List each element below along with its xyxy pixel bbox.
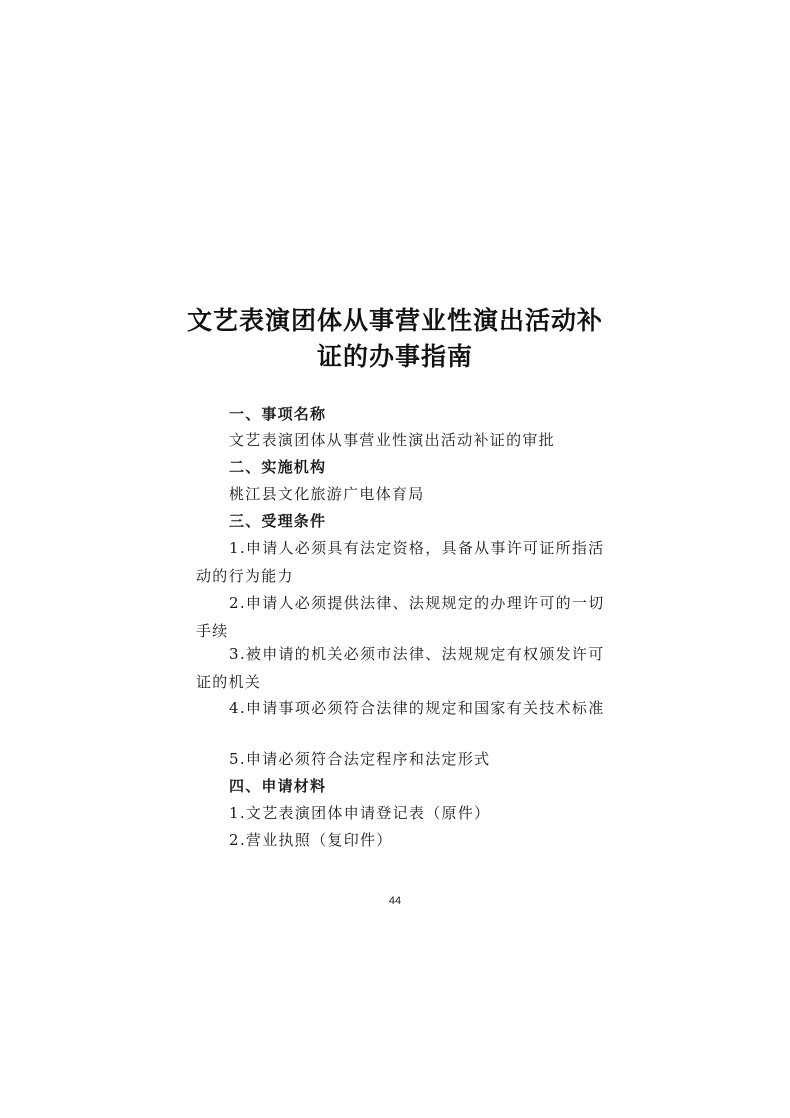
- section-3-item-5: 5.申请必须符合法定程序和法定形式: [229, 750, 491, 768]
- section-1-text: 文艺表演团体从事营业性演出活动补证的审批: [229, 431, 556, 449]
- section-1-heading: 一、事项名称: [229, 405, 327, 423]
- section-2-text: 桃江县文化旅游广电体育局: [229, 485, 425, 503]
- page-number: 44: [388, 895, 402, 907]
- title-line-1: 文艺表演团体从事营业性演出活动补: [186, 306, 603, 335]
- section-3-heading: 三、受理条件: [229, 512, 327, 530]
- section-2-heading: 二、实施机构: [229, 458, 327, 476]
- section-4-item-2: 2.营业执照（复印件）: [229, 831, 393, 849]
- section-3-item-2: 2.申请人必须提供法律、法规规定的办理许可的一切手续: [196, 594, 605, 640]
- section-3-item-1: 1.申请人必须具有法定资格，具备从事许可证所指活动的行为能力: [196, 539, 605, 585]
- title-line-2: 证的办事指南: [316, 342, 473, 371]
- section-4-item-1: 1.文艺表演团体申请登记表（原件）: [229, 804, 491, 822]
- section-4-heading: 四、申请材料: [229, 777, 327, 795]
- section-3-item-3: 3.被申请的机关必须市法律、法规规定有权颁发许可证的机关: [196, 645, 605, 691]
- section-3-item-4: 4.申请事项必须符合法律的规定和国家有关技术标准: [229, 699, 605, 717]
